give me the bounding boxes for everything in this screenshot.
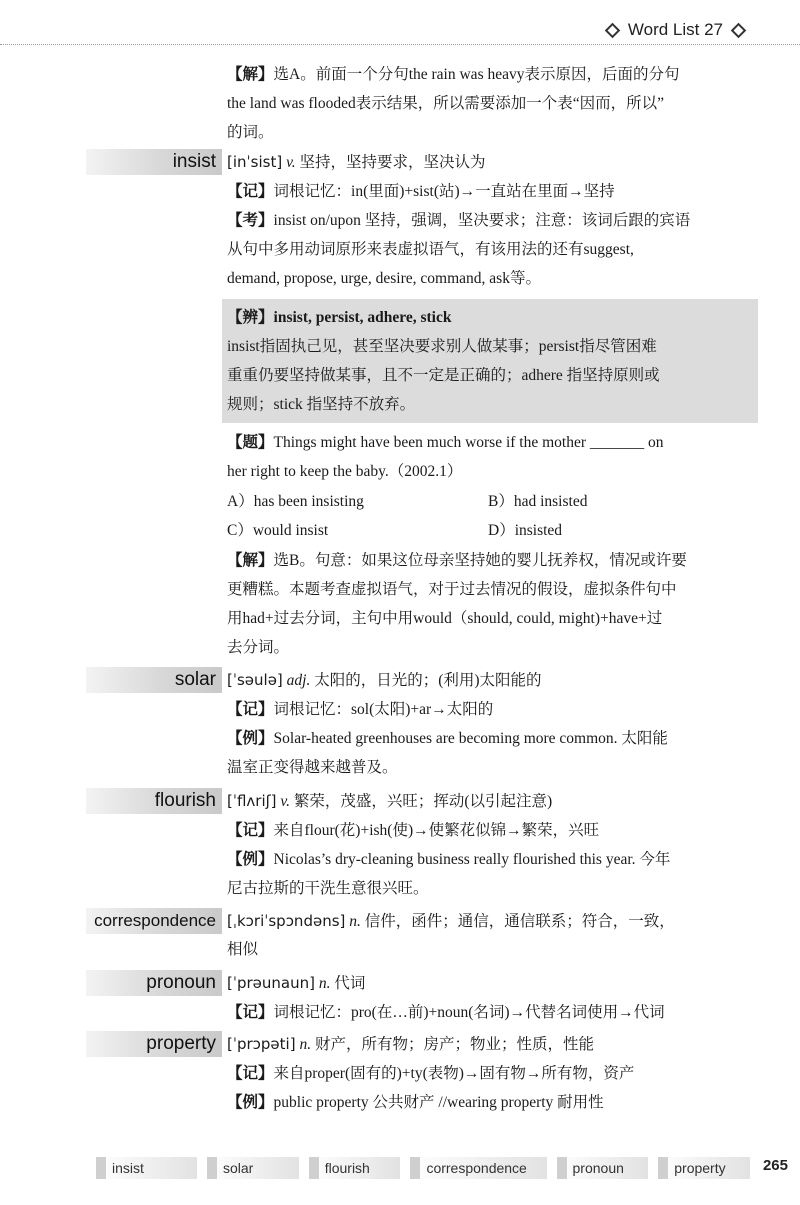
entry-definition: [ˈflʌriʃ] v. 繁荣，茂盛，兴旺；挥动(以引起注意) (227, 792, 553, 810)
memory-note: 【记】词根记忆：in(里面)+sist(站)→一直站在里面→坚持 (227, 183, 615, 200)
headword-flourish: flourish (154, 790, 216, 811)
distinction-line: 规则；stick 指坚持不放弃。 (227, 396, 416, 413)
exam-note: 从句中多用动词原形来表虚拟语气，有该用法的还有suggest, (227, 241, 634, 258)
example-line: 【例】public property 公共财产 //wearing property 耐用性 (227, 1094, 604, 1111)
running-header (597, 16, 754, 44)
headword-band (86, 1031, 222, 1057)
footer-word: solar (207, 1157, 299, 1179)
headword-pronoun: pronoun (146, 972, 216, 993)
footer-word-index (96, 1155, 760, 1181)
distinction-box (222, 299, 758, 423)
headword-band (86, 788, 222, 814)
example-line: 尼古拉斯的干洗生意很兴旺。 (227, 880, 429, 897)
diamond-icon (605, 22, 621, 38)
memory-note: 【记】词根记忆：sol(太阳)+ar→太阳的 (227, 701, 494, 718)
example-line: 【例】Solar-heated greenhouses are becoming more common. 太阳能 (227, 730, 668, 747)
page-number: 265 (762, 1157, 788, 1174)
entry-definition: 相似 (227, 941, 259, 958)
explain-line: the land was flooded表示结果，所以需要添加一个表“因而，所以” (227, 95, 664, 112)
headword-insist: insist (172, 151, 216, 172)
memory-note: 【记】词根记忆：pro(在…前)+noun(名词)→代替名词使用→代词 (227, 1004, 665, 1021)
header-divider (0, 44, 800, 45)
footer-word: pronoun (557, 1157, 649, 1179)
entry-definition: [ˈsəulə] adj. 太阳的，日光的；(利用)太阳能的 (227, 671, 542, 689)
option-c: C）would insist (227, 522, 329, 539)
headword-property: property (146, 1033, 216, 1054)
entry-definition: [ˈprɔpəti] n. 财产，所有物；房产；物业；性质，性能 (227, 1035, 594, 1053)
option-b: B）had insisted (488, 493, 588, 510)
example-line: 温室正变得越来越普及。 (227, 759, 398, 776)
distinction-line: 重重仍要坚持做某事，且不一定是正确的；adhere 指坚持原则或 (227, 367, 660, 384)
distinction-line: insist指固执己见，甚至坚决要求别人做某事；persist指尽管困难 (227, 338, 657, 355)
question-line: her right to keep the baby.（2002.1） (227, 463, 463, 480)
explain-line: 【解】选A。前面一个分句the rain was heavy表示原因，后面的分句 (227, 66, 680, 83)
entry-definition: [ˌkɔriˈspɔndəns] n. 信件，函件；通信，通信联系；符合，一致， (227, 912, 675, 930)
option-d: D）insisted (488, 522, 563, 539)
footer-word: correspondence (410, 1157, 546, 1179)
headword-solar: solar (174, 669, 216, 690)
footer-word: flourish (309, 1157, 401, 1179)
headword-band (86, 908, 222, 934)
footer-word: insist (96, 1157, 197, 1179)
diamond-icon (731, 22, 747, 38)
answer-explain: 用had+过去分词，主句中用would（should, could, might)+have+过 (227, 610, 663, 627)
distinction-title: 【辨】insist, persist, adhere, stick (227, 309, 452, 326)
headword-band (86, 667, 222, 693)
entry-definition: [ˈprəunaun] n. 代词 (227, 974, 366, 992)
memory-note: 【记】来自flour(花)+ish(使)→使繁花似锦→繁荣，兴旺 (227, 822, 600, 839)
headword-band (86, 149, 222, 175)
option-a: A）has been insisting (227, 493, 364, 510)
headword-correspondence: correspondence (94, 911, 216, 930)
footer-word: property (658, 1157, 750, 1179)
explain-line: 的词。 (227, 124, 274, 141)
exam-note: 【考】insist on/upon 坚持，强调，坚决要求；注意：该词后跟的宾语 (227, 212, 691, 229)
example-line: 【例】Nicolas’s dry-cleaning business really flourished this year. 今年 (227, 851, 671, 868)
answer-explain: 去分词。 (227, 639, 290, 656)
question-line: 【题】Things might have been much worse if the mother _______ on (227, 434, 664, 451)
entry-definition: [inˈsist] v. 坚持，坚持要求，坚决认为 (227, 153, 486, 171)
word-list-title: Word List 27 (627, 20, 723, 39)
headword-band (86, 970, 222, 996)
exam-note: demand, propose, urge, desire, command, ask等。 (227, 270, 541, 287)
answer-explain: 【解】选B。句意：如果这位母亲坚持她的婴儿抚养权，情况或许要 (227, 552, 687, 569)
answer-explain: 更糟糕。本题考查虚拟语气，对于过去情况的假设，虚拟条件句中 (227, 581, 677, 598)
memory-note: 【记】来自proper(固有的)+ty(表物)→固有物→所有物，资产 (227, 1065, 635, 1082)
